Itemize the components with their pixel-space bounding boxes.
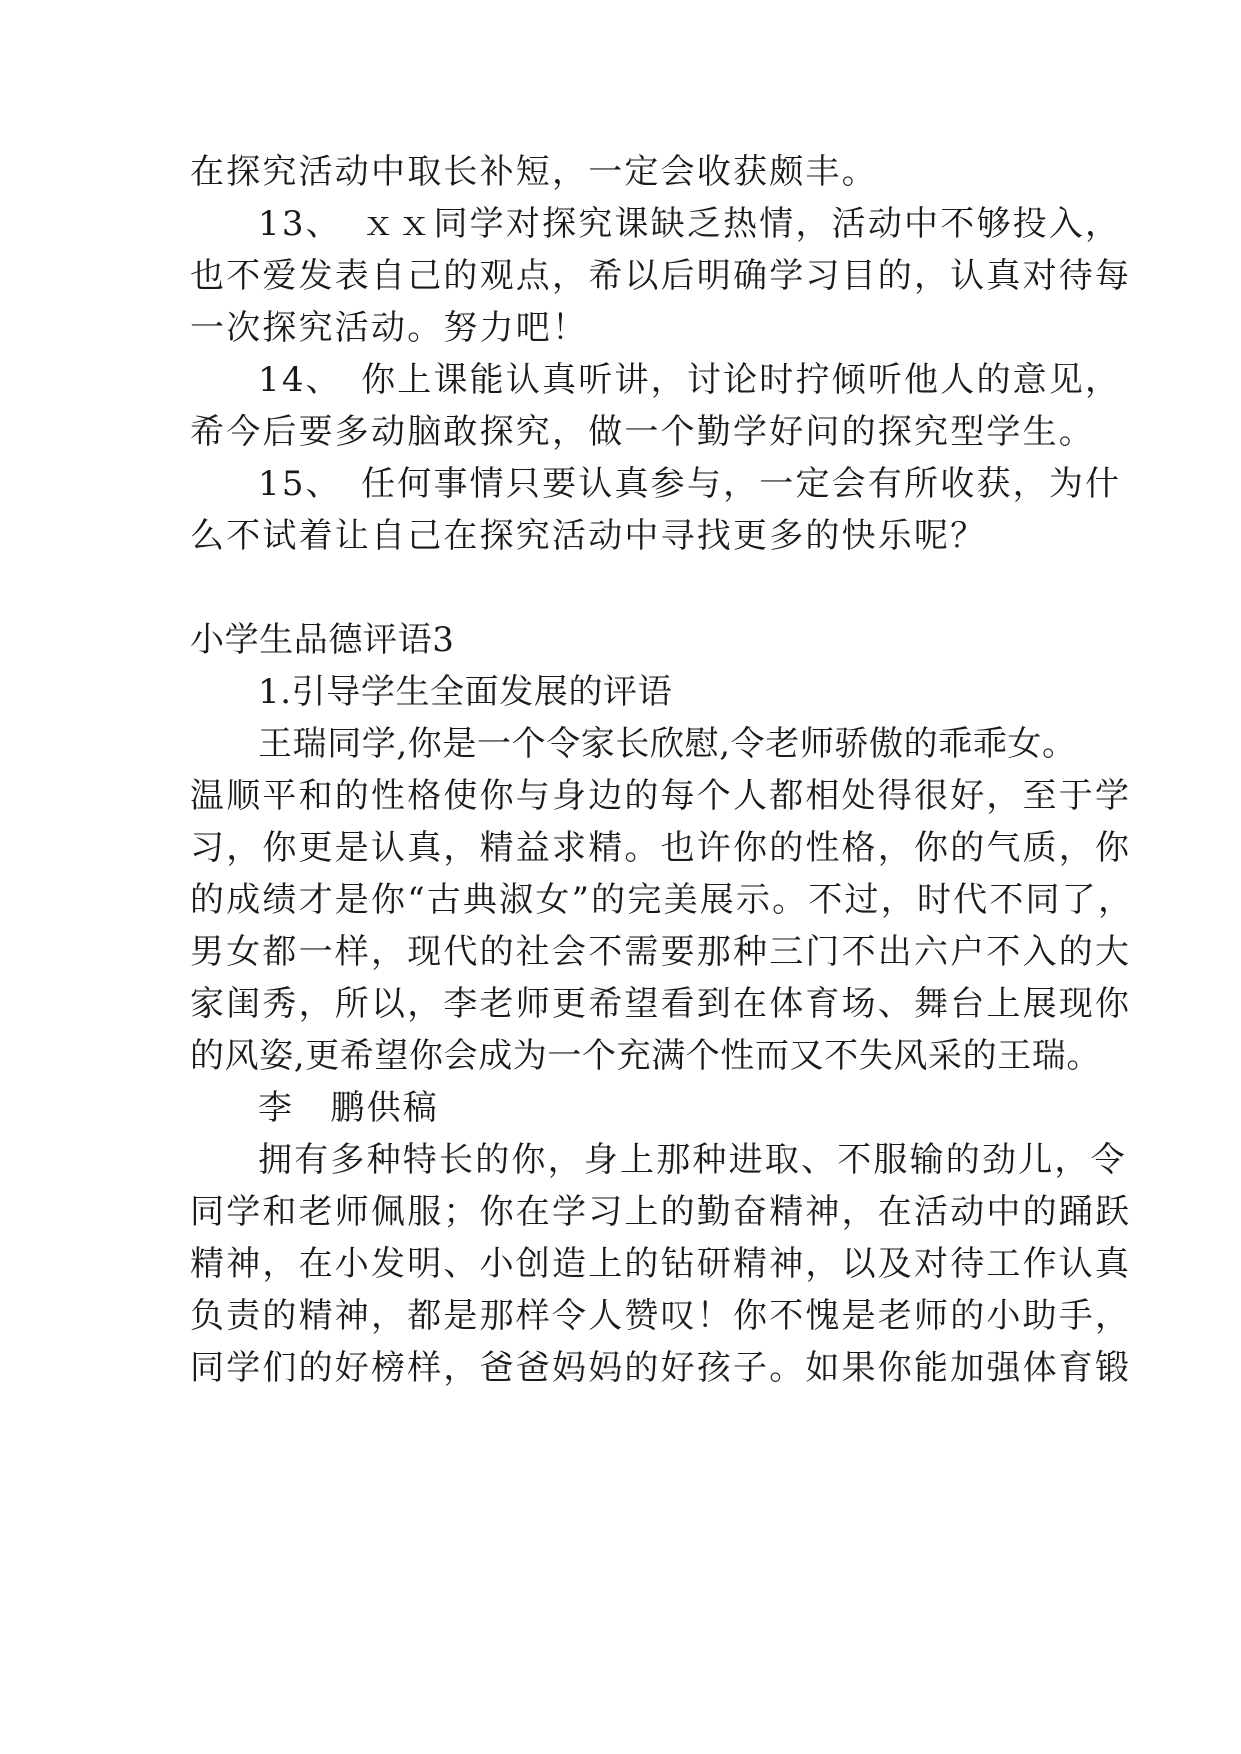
section-heading: 小学生品德评语3	[190, 620, 455, 660]
paragraph-line: 同学们的好榜样，爸爸妈妈的好孩子。如果你能加强体育锻	[190, 1348, 1132, 1388]
subsection-heading: 1.引导学生全面发展的评语	[258, 672, 673, 712]
paragraph-line: 的风姿,更希望你会成为一个充满个性而又不失风采的王瑞。	[190, 1036, 1102, 1076]
paragraph-line: 的成绩才是你“古典淑女”的完美展示。不过，时代不同了，	[190, 880, 1135, 920]
paragraph-line: 男女都一样，现代的社会不需要那种三门不出六户不入的大	[190, 932, 1132, 972]
numbered-item-15: 15、 任何事情只要认真参与，一定会有所收获，为什	[258, 464, 1122, 504]
paragraph-line: 希今后要多动脑敢探究，做一个勤学好问的探究型学生。	[190, 412, 1095, 452]
paragraph-line: 习，你更是认真，精益求精。也许你的性格，你的气质，你	[190, 828, 1132, 868]
paragraph-line: 拥有多种特长的你，身上那种进取、不服输的劲儿，令	[258, 1140, 1127, 1180]
numbered-item-14: 14、 你上课能认真听讲，讨论时拧倾听他人的意见，	[258, 360, 1122, 400]
paragraph-line: 同学和老师佩服；你在学习上的勤奋精神，在活动中的踊跃	[190, 1192, 1132, 1232]
paragraph-line: 精神，在小发明、小创造上的钻研精神，以及对待工作认真	[190, 1244, 1132, 1284]
numbered-item-13: 13、 ｘｘ同学对探究课缺乏热情，活动中不够投入，	[258, 204, 1122, 244]
paragraph-line: 家闺秀，所以，李老师更希望看到在体育场、舞台上展现你	[190, 984, 1132, 1024]
paragraph-line: 么不试着让自己在探究活动中寻找更多的快乐呢？	[190, 516, 987, 556]
paragraph-line: 王瑞同学,你是一个令家长欣慰,令老师骄傲的乖乖女。	[258, 724, 1077, 764]
paragraph-line: 一次探究活动。努力吧！	[190, 308, 589, 348]
paragraph-line: 温顺平和的性格使你与身边的每个人都相处得很好，至于学	[190, 776, 1132, 816]
paragraph-line: 也不爱发表自己的观点，希以后明确学习目的，认真对待每	[190, 256, 1132, 296]
paragraph-line: 负责的精神，都是那样令人赞叹！你不愧是老师的小助手，	[190, 1296, 1132, 1336]
contributor-credit: 李 鹏供稿	[258, 1088, 439, 1128]
paragraph-line: 在探究活动中取长补短，一定会收获颇丰。	[190, 152, 878, 192]
